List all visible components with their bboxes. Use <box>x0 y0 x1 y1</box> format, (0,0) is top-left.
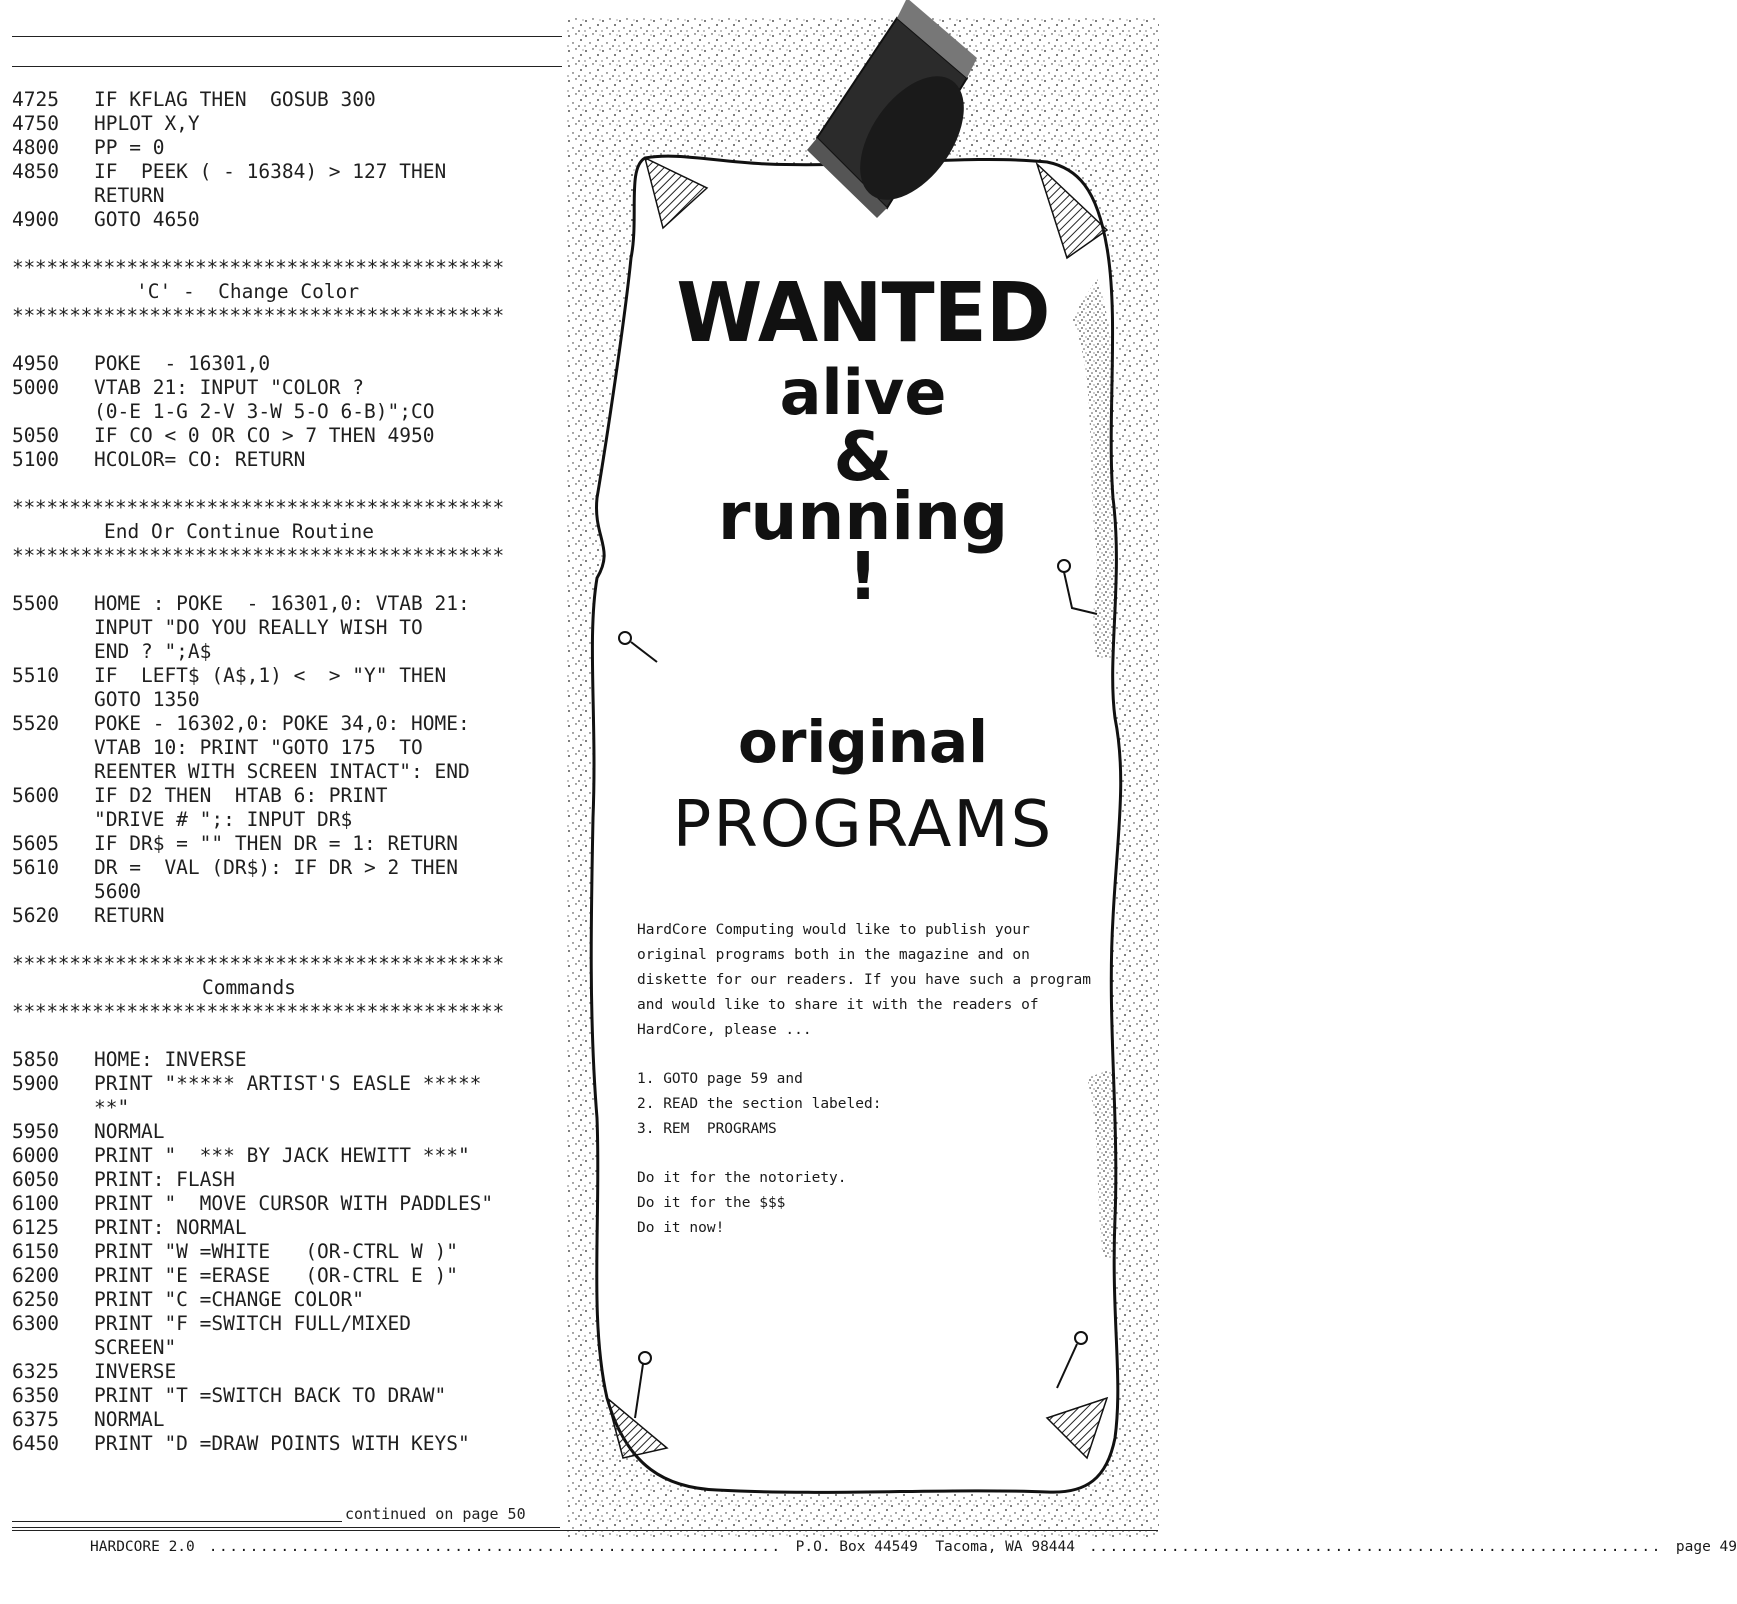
code-line <box>12 760 560 784</box>
line-number <box>12 640 94 664</box>
code-text: RETURN <box>94 184 165 207</box>
code-text: 5600 <box>94 880 141 903</box>
code-text: PRINT "D =DRAW POINTS WITH KEYS" <box>94 1432 470 1455</box>
line-number <box>12 616 94 640</box>
top-rule-2 <box>12 66 562 67</box>
code-line <box>12 1072 560 1096</box>
footer-page-number: page 49 <box>1675 1539 1737 1555</box>
code-line <box>12 1192 560 1216</box>
code-text: IF PEEK ( - 16384) > 127 THEN <box>94 160 447 183</box>
line-number: 6450 <box>12 1432 59 1455</box>
line-number: 6050 <box>12 1168 59 1191</box>
code-text: **" <box>94 1096 130 1119</box>
code-text: DR = VAL (DR$): IF DR > 2 THEN <box>94 856 458 879</box>
ad-step: 3. REM PROGRAMS <box>637 1121 777 1137</box>
code-text: HOME: INVERSE <box>94 1048 247 1071</box>
code-line <box>12 1240 560 1264</box>
line-number <box>12 880 94 904</box>
code-text: POKE - 16301,0 <box>94 352 271 375</box>
code-text: INVERSE <box>94 1360 177 1383</box>
code-line <box>12 352 560 376</box>
code-line <box>12 136 560 160</box>
line-number: 5600 <box>12 784 59 807</box>
continued-rule <box>12 1527 560 1528</box>
code-text: NORMAL <box>94 1408 165 1431</box>
code-text: IF CO < 0 OR CO > 7 THEN 4950 <box>94 424 435 447</box>
line-number <box>12 808 94 832</box>
line-number <box>12 184 94 208</box>
footer-leader-dots: ........................................................ <box>1089 1539 1662 1555</box>
code-line <box>12 688 560 712</box>
line-number: 5510 <box>12 664 59 687</box>
line-number: 5950 <box>12 1120 59 1143</box>
code-line <box>12 880 560 904</box>
code-text: RETURN <box>94 904 165 927</box>
star-divider: ******************************************* <box>12 1000 504 1023</box>
line-number: 5520 <box>12 712 59 735</box>
code-line <box>12 424 560 448</box>
code-text: PRINT: FLASH <box>94 1168 235 1191</box>
line-number <box>12 688 94 712</box>
code-line <box>12 592 560 616</box>
continued-note: continued on page 50 <box>345 1505 526 1523</box>
code-line <box>12 208 560 232</box>
line-number <box>12 760 94 784</box>
code-text: HPLOT X,Y <box>94 112 200 135</box>
code-line <box>12 1384 560 1408</box>
ad-headline-exclamation: ! <box>847 538 879 615</box>
code-line <box>12 784 560 808</box>
code-line <box>12 112 560 136</box>
line-number: 5605 <box>12 832 59 855</box>
ad-step: 1. GOTO page 59 and <box>637 1071 803 1087</box>
wanted-advertisement <box>567 18 1159 1538</box>
code-line <box>12 448 560 472</box>
line-number: 5620 <box>12 904 59 927</box>
code-line <box>12 640 560 664</box>
page-footer <box>90 1539 1737 1555</box>
listing-block-1 <box>12 88 560 232</box>
ad-closing-line: Do it for the $$$ <box>637 1195 786 1211</box>
line-number: 5050 <box>12 424 59 447</box>
section-title-change-color: 'C' - Change Color <box>136 280 360 303</box>
line-number: 6300 <box>12 1312 59 1335</box>
ad-headline-running: running <box>717 478 1009 555</box>
code-text: VTAB 21: INPUT "COLOR ? <box>94 376 365 399</box>
line-number <box>12 1336 94 1360</box>
line-number: 4900 <box>12 208 59 231</box>
line-number: 6125 <box>12 1216 59 1239</box>
star-divider: ******************************************* <box>12 496 504 519</box>
code-line <box>12 1336 560 1360</box>
code-line <box>12 1168 560 1192</box>
section-title-end-routine: End Or Continue Routine <box>104 520 375 543</box>
ad-intro: HardCore Computing would like to publish your original programs both in the magazine and on diskette for our readers. If you have such a program and would like to share it with the readers of HardCore, please ... <box>637 922 1091 1038</box>
ad-headline-original: original <box>737 708 989 776</box>
line-number: 4725 <box>12 88 59 111</box>
line-number: 6350 <box>12 1384 59 1407</box>
code-line <box>12 1096 560 1120</box>
code-text: PRINT " *** BY JACK HEWITT ***" <box>94 1144 470 1167</box>
code-line <box>12 1216 560 1240</box>
ad-steps <box>637 1067 1097 1142</box>
line-number <box>12 400 94 424</box>
line-number: 6000 <box>12 1144 59 1167</box>
code-line <box>12 856 560 880</box>
ad-closing-line: Do it now! <box>637 1220 725 1236</box>
code-line <box>12 1048 560 1072</box>
code-text: PRINT "C =CHANGE COLOR" <box>94 1288 365 1311</box>
code-line <box>12 400 560 424</box>
code-line <box>12 1120 560 1144</box>
top-rule-1 <box>12 36 562 37</box>
code-text: PRINT: NORMAL <box>94 1216 247 1239</box>
star-divider: ******************************************* <box>12 304 504 327</box>
code-text: SCREEN" <box>94 1336 177 1359</box>
ad-body-text <box>637 918 1097 1241</box>
line-number: 4750 <box>12 112 59 135</box>
code-text: PRINT "***** ARTIST'S EASLE ***** <box>94 1072 482 1095</box>
code-text: PRINT "T =SWITCH BACK TO DRAW" <box>94 1384 447 1407</box>
code-text: (0-E 1-G 2-V 3-W 5-O 6-B)";CO <box>94 400 435 423</box>
line-number: 6200 <box>12 1264 59 1287</box>
code-text: VTAB 10: PRINT "GOTO 175 TO <box>94 736 423 759</box>
code-line <box>12 1408 560 1432</box>
line-number: 4950 <box>12 352 59 375</box>
code-line <box>12 664 560 688</box>
code-text: POKE - 16302,0: POKE 34,0: HOME: <box>94 712 470 735</box>
line-number <box>12 1096 94 1120</box>
code-text: PRINT "F =SWITCH FULL/MIXED <box>94 1312 411 1335</box>
line-number: 5610 <box>12 856 59 879</box>
continued-rule-short <box>12 1521 342 1522</box>
star-divider: ******************************************* <box>12 256 504 279</box>
code-text: GOTO 4650 <box>94 208 200 231</box>
footer-address: P.O. Box 44549 Tacoma, WA 98444 <box>795 1539 1075 1555</box>
code-text: HCOLOR= CO: RETURN <box>94 448 306 471</box>
ad-headline-ampersand: & <box>833 418 893 497</box>
code-text: PRINT " MOVE CURSOR WITH PADDLES" <box>94 1192 494 1215</box>
code-line <box>12 1144 560 1168</box>
code-text: IF D2 THEN HTAB 6: PRINT <box>94 784 388 807</box>
code-line <box>12 1264 560 1288</box>
code-text: GOTO 1350 <box>94 688 200 711</box>
code-line <box>12 736 560 760</box>
code-line <box>12 184 560 208</box>
listing-block-3 <box>12 592 560 928</box>
ad-closing <box>637 1166 1097 1241</box>
code-text: IF KFLAG THEN GOSUB 300 <box>94 88 376 111</box>
section-title-commands: Commands <box>202 976 296 999</box>
code-line <box>12 832 560 856</box>
code-line <box>12 88 560 112</box>
code-line <box>12 1288 560 1312</box>
code-line <box>12 1360 560 1384</box>
line-number: 6250 <box>12 1288 59 1311</box>
code-line <box>12 904 560 928</box>
line-number: 5100 <box>12 448 59 471</box>
line-number <box>12 736 94 760</box>
ad-headline-alive: alive <box>779 356 947 429</box>
code-line <box>12 160 560 184</box>
line-number: 6150 <box>12 1240 59 1263</box>
line-number: 6375 <box>12 1408 59 1431</box>
listing-block-4 <box>12 1048 560 1456</box>
code-text: IF DR$ = "" THEN DR = 1: RETURN <box>94 832 458 855</box>
code-line <box>12 1432 560 1456</box>
ad-closing-line: Do it for the notoriety. <box>637 1170 847 1186</box>
code-text: INPUT "DO YOU REALLY WISH TO <box>94 616 423 639</box>
code-line <box>12 1312 560 1336</box>
footer-leader-dots: ........................................................ <box>208 1539 782 1555</box>
ad-headline-programs: PROGRAMS <box>672 788 1054 862</box>
line-number: 5000 <box>12 376 59 399</box>
footer-magazine: HARDCORE 2.0 <box>90 1539 195 1555</box>
line-number: 6100 <box>12 1192 59 1215</box>
code-text: HOME : POKE - 16301,0: VTAB 21: <box>94 592 470 615</box>
code-text: END ? ";A$ <box>94 640 212 663</box>
code-text: PRINT "E =ERASE (OR-CTRL E )" <box>94 1264 458 1287</box>
star-divider: ******************************************* <box>12 544 504 567</box>
line-number: 6325 <box>12 1360 59 1383</box>
code-line <box>12 376 560 400</box>
ad-artwork <box>567 18 1159 1538</box>
line-number: 5900 <box>12 1072 59 1095</box>
line-number: 5850 <box>12 1048 59 1071</box>
ad-headline-wanted: WANTED <box>676 266 1050 361</box>
listing-block-2 <box>12 352 560 472</box>
code-text: NORMAL <box>94 1120 165 1143</box>
code-text: REENTER WITH SCREEN INTACT": END <box>94 760 470 783</box>
code-line <box>12 808 560 832</box>
code-text: "DRIVE # ";: INPUT DR$ <box>94 808 353 831</box>
line-number: 4850 <box>12 160 59 183</box>
line-number: 5500 <box>12 592 59 615</box>
code-text: PP = 0 <box>94 136 165 159</box>
ad-step: 2. READ the section labeled: <box>637 1096 882 1112</box>
code-text: PRINT "W =WHITE (OR-CTRL W )" <box>94 1240 458 1263</box>
footer-rule <box>12 1530 1158 1531</box>
star-divider: ******************************************* <box>12 952 504 975</box>
code-line <box>12 712 560 736</box>
code-line <box>12 616 560 640</box>
code-text: IF LEFT$ (A$,1) < > "Y" THEN <box>94 664 447 687</box>
line-number: 4800 <box>12 136 59 159</box>
basic-listing <box>12 88 560 1456</box>
